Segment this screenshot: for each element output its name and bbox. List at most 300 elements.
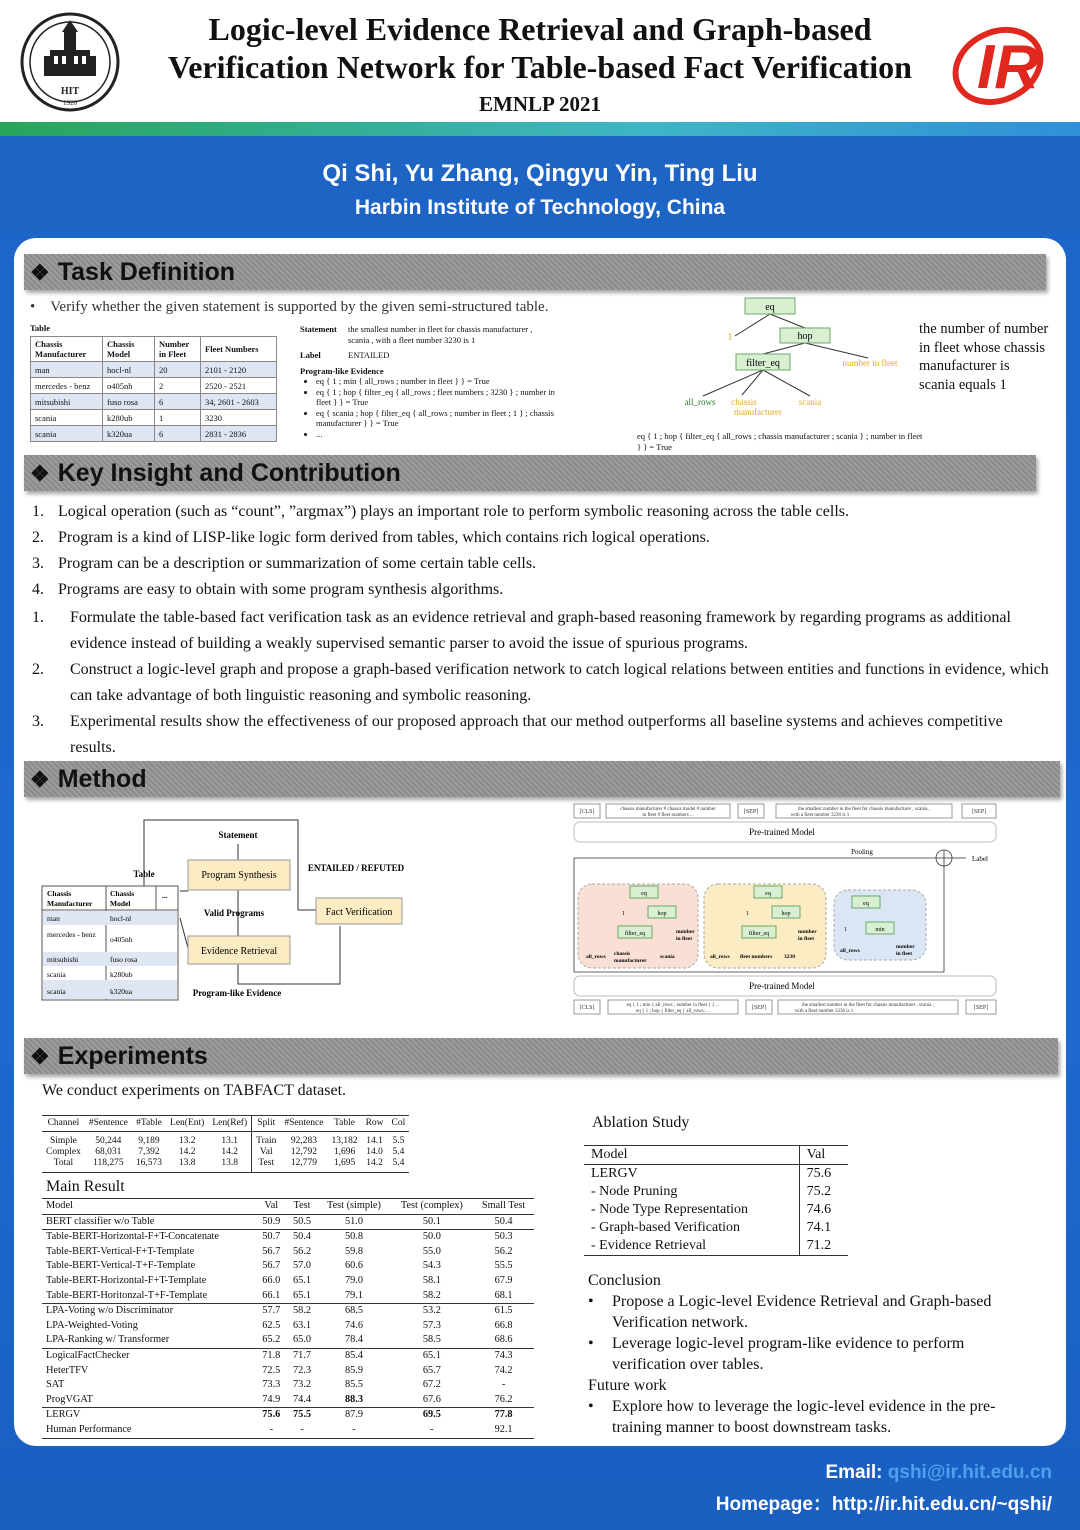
pipeline-diagram <box>40 818 420 1008</box>
table-cell: 5.4 <box>392 1158 405 1168</box>
list-item: • Explore how to leverage the logic-level evidence in the pre-training manner to boost downstream tasks. <box>588 1396 1028 1438</box>
table-cell: 14.2 <box>208 1147 251 1158</box>
table-cell: 66.8 <box>494 1319 513 1331</box>
mini-table-text: Manufacturer <box>47 899 93 908</box>
token-text: [SEP] <box>973 1005 989 1011</box>
table-cell: 14.2 <box>178 1147 196 1157</box>
table-cell: 63.1 <box>293 1319 312 1331</box>
table-cell: Table-BERT-Vertical-T+F-Template <box>46 1260 196 1272</box>
table-header: Split <box>257 1118 276 1128</box>
table-cell: - <box>317 1423 390 1438</box>
table-cell: HeterTFV <box>46 1364 89 1376</box>
table-cell: - Node Type Representation <box>591 1202 748 1217</box>
mini-table-text: Model <box>110 899 131 908</box>
table-cell: LPA-Ranking w/ Transformer <box>46 1334 170 1346</box>
table-cell: 74.2 <box>494 1364 513 1376</box>
conclusion-title: Conclusion <box>588 1272 661 1289</box>
table-cell: 58.2 <box>422 1289 441 1301</box>
table-cell: 74.3 <box>473 1348 534 1363</box>
table-row <box>42 1333 534 1348</box>
main-result-body <box>42 1214 534 1438</box>
table-header: Model <box>591 1147 628 1162</box>
venue: EMNLP 2021 <box>479 92 601 116</box>
token-text: with a fleet number 3230 is 1 <box>790 813 850 818</box>
tree-text: eq <box>765 302 775 313</box>
table-cell: 3230 <box>201 410 277 426</box>
table-header: Row <box>365 1118 384 1128</box>
mini-table-text: fuso rosa <box>110 955 138 964</box>
table-cell: 76.2 <box>494 1393 513 1405</box>
table-row <box>42 1274 534 1289</box>
table-cell: k280ub <box>103 410 155 426</box>
section-title: Method <box>57 765 147 793</box>
table-cell: 67.2 <box>422 1379 441 1391</box>
tree-text: all_rows <box>684 397 716 407</box>
dataset-stats-table <box>42 1115 409 1173</box>
diagram-text: Fact Verification <box>325 907 393 918</box>
tree-text: manufacturer <box>734 407 782 417</box>
table-header: Chassis Manufacturer <box>31 337 103 362</box>
table-cell: 57.0 <box>293 1260 312 1272</box>
table-cell: 2101 - 2120 <box>201 362 277 378</box>
title-line-2: Verification Network for Table-based Fact Verification <box>168 49 912 85</box>
table-cell: Table-BERT-Horizontal-F+T-Template <box>46 1274 207 1286</box>
graph-text: filter_eq <box>624 931 646 937</box>
example-table <box>30 323 277 442</box>
list-item: 2. Program is a kind of LISP-like logic form derived from tables, which contains rich logical operations. <box>32 529 710 546</box>
mini-table-text: mitsubishi <box>47 955 79 964</box>
table-header: Val <box>799 1146 848 1165</box>
table-cell: 50.3 <box>473 1230 534 1245</box>
graph-text: hop <box>657 911 667 917</box>
table-cell: 88.3 <box>344 1393 363 1405</box>
mini-table-text: scania <box>47 970 66 979</box>
experiments-intro: We conduct experiments on TABFACT dataset. <box>42 1082 347 1099</box>
email-label: Email: <box>825 1462 888 1483</box>
table-header: Col <box>391 1118 406 1128</box>
table-cell: - <box>287 1423 318 1438</box>
table-cell: LERGV <box>591 1166 638 1181</box>
evidence-item: • eq { 1 ; min { all_rows ; number in fleet } } = True <box>316 376 560 387</box>
table-cell: 6 <box>155 394 201 410</box>
poster-header <box>0 0 1080 122</box>
mini-table-text: k320ua <box>110 987 133 996</box>
table-cell: Human Performance <box>42 1423 256 1438</box>
graph-text: 1 <box>844 927 847 933</box>
table-cell: Test <box>258 1158 275 1168</box>
table-cell: hocl-nl <box>103 362 155 378</box>
table-cell: 50,244 <box>95 1136 122 1146</box>
table-cell: 85.9 <box>344 1364 363 1376</box>
table-cell: mercedes - benz <box>31 378 103 394</box>
graph-text: all_rows <box>586 954 606 960</box>
mini-table-text: hocl-nl <box>110 914 132 923</box>
table-cell: 79.1 <box>344 1289 363 1301</box>
table-cell: 50.7 <box>256 1230 287 1245</box>
table-cell: 71.8 <box>256 1348 287 1363</box>
table-cell: 67.6 <box>422 1393 441 1405</box>
diagram-text: Program-like Evidence <box>192 988 282 998</box>
diagram-text: Valid Programs <box>203 908 265 918</box>
table-row <box>42 1259 534 1274</box>
table-row <box>42 1319 534 1334</box>
list-item: 1. Logical operation (such as “count”, ”argmax”) plays an important role to perform symbolic reasoning across the table cells. <box>32 503 849 520</box>
table-cell: 12,792 <box>290 1147 317 1157</box>
table-cell: 51.0 <box>344 1215 363 1227</box>
graph-text: chassis <box>614 951 631 957</box>
authors: Qi Shi, Yu Zhang, Qingyu Yin, Ting Liu <box>322 160 758 187</box>
table-cell: 50.4 <box>494 1215 513 1227</box>
table-cell: 92,283 <box>290 1136 317 1146</box>
evidence-key: Program-like Evidence <box>300 365 384 376</box>
table-cell: 65.2 <box>262 1334 281 1346</box>
table-cell: Complex <box>46 1147 81 1157</box>
section-title: Key Insight and Contribution <box>57 459 401 487</box>
table-cell: Train <box>256 1136 277 1146</box>
table-header: #Sentence <box>284 1118 324 1128</box>
table-header: Table <box>334 1118 355 1128</box>
email-link[interactable]: qshi@ir.hit.edu.cn <box>887 1462 1052 1483</box>
table-cell: LPA-Weighted-Voting <box>46 1319 138 1331</box>
list-item: 3. Experimental results show the effectiveness of our proposed approach that our method outperforms all baseline systems and achieves competitive results. <box>32 713 1003 756</box>
table-cell: fuso rosa <box>103 394 155 410</box>
token-text: [CLS] <box>579 1005 595 1011</box>
diagram-text: Table <box>133 869 155 879</box>
mini-table-text: Chassis <box>47 889 72 898</box>
graph-text: hop <box>781 911 791 917</box>
section-task-definition <box>24 254 1046 290</box>
table-cell: 74.1 <box>799 1219 848 1237</box>
mini-table-text: man <box>47 914 60 923</box>
section-title: Experiments <box>57 1042 208 1070</box>
table-cell: 87.9 <box>317 1408 390 1423</box>
table-cell: 65.1 <box>293 1274 312 1286</box>
table-cell: Simple <box>49 1136 77 1146</box>
table-header: Test <box>287 1199 318 1215</box>
tree-text: number in fleet <box>842 358 898 368</box>
table-cell: 68.5 <box>317 1304 390 1319</box>
table-cell: 67.9 <box>494 1274 513 1286</box>
table-header: Model <box>42 1199 256 1215</box>
statement-value: the smallest number in fleet for chassis manufacturer , scania , with a fleet number 3230 is 1 <box>348 324 533 345</box>
table-cell: 74.6 <box>344 1319 363 1331</box>
table-row <box>42 1289 534 1304</box>
token-text: the smallest number in the fleet for chassis manufacturer , scania , <box>797 807 931 812</box>
table-cell: 65.7 <box>422 1364 441 1376</box>
example-table-grid <box>30 336 277 442</box>
graph-text: scania <box>660 954 675 960</box>
table-cell: 59.8 <box>344 1245 363 1257</box>
table-cell: 1 <box>155 410 201 426</box>
evidence-item: • ... <box>316 429 560 440</box>
diagram-text: Pre-trained Model <box>749 981 815 991</box>
table-cell: 14.0 <box>366 1147 383 1157</box>
list-item: 1. Formulate the table-based fact verification task as an evidence retrieval and graph-based reasoning framework by regarding programs as additional evidence instead of building a weakly supervised semantic parser to avoid the issue of spurious programs. <box>32 609 1011 652</box>
diamond-bullet-icon: ❖ <box>30 1044 50 1069</box>
graph-text: eq <box>641 891 647 897</box>
tree-formula: eq { 1 ; hop { filter_eq { all_rows ; chassis manufacturer ; scania } ; number in fleet } } = True <box>637 431 923 452</box>
table-cell: 73.2 <box>293 1379 312 1391</box>
graph-text: number <box>798 929 817 935</box>
mini-table-text: mercedes - benz <box>47 930 96 939</box>
table-cell: 75.5 <box>287 1408 318 1423</box>
table-cell: o405nh <box>103 378 155 394</box>
table-cell: 65.1 <box>293 1289 312 1301</box>
table-cell: 56.7 <box>262 1260 281 1272</box>
table-cell: 69.5 <box>391 1408 474 1423</box>
main-result-label: Main Result <box>46 1178 125 1195</box>
table-cell: 78.4 <box>344 1334 363 1346</box>
token-text: [CLS] <box>579 809 595 815</box>
table-cell: 85.4 <box>317 1348 390 1363</box>
table-cell: 58.2 <box>287 1304 318 1319</box>
insights-list <box>32 499 1062 603</box>
table-cell: 16,573 <box>135 1158 163 1168</box>
table-cell: 1,696 <box>333 1147 356 1157</box>
list-item: • Propose a Logic-level Evidence Retrieval and Graph-based Verification network. <box>588 1291 1028 1333</box>
table-cell: 85.5 <box>344 1379 363 1391</box>
label-key: Label <box>300 350 321 360</box>
graph-text: in fleet <box>798 936 815 942</box>
table-cell: - <box>391 1423 474 1438</box>
table-cell: 72.3 <box>293 1364 312 1376</box>
list-item: • Leverage logic-level program-like evidence to perform verification over tables. <box>588 1333 1028 1375</box>
table-cell: 2 <box>155 378 201 394</box>
list-item: 3. Program can be a description or summarization of some certain table cells. <box>32 555 537 572</box>
list-item: 4. Programs are easy to obtain with some program synthesis algorithms. <box>32 581 504 598</box>
table-cell: 68.1 <box>494 1289 513 1301</box>
table-cell: - <box>256 1423 287 1438</box>
tree-text: 1 <box>727 332 733 343</box>
diagram-text: Pooling <box>851 848 873 856</box>
table-cell: 50.5 <box>293 1215 312 1227</box>
graph-text: number <box>676 929 695 935</box>
graph-text: number <box>896 944 915 950</box>
section-experiments <box>24 1038 1058 1074</box>
token-text: [SEP] <box>971 809 987 815</box>
table-header: Len(Ent) <box>170 1118 205 1128</box>
table-cell: 20 <box>155 362 201 378</box>
tree-text: hop <box>797 331 813 342</box>
homepage-label: Homepage： <box>715 1494 832 1515</box>
diamond-bullet-icon: ❖ <box>30 461 50 486</box>
label-value: ENTAILED <box>348 350 390 360</box>
table-cell: 79.0 <box>344 1274 363 1286</box>
table-cell: 13.2 <box>178 1136 196 1146</box>
graph-text: min <box>875 927 885 933</box>
table-cell: 77.8 <box>473 1408 534 1423</box>
table-cell: 13.1 <box>208 1132 251 1148</box>
table-cell: 5.4 <box>392 1147 405 1157</box>
token-text: chassis manufacturer # chassis model # number <box>620 807 716 812</box>
table-row <box>42 1364 534 1379</box>
table-cell: Val <box>259 1147 273 1157</box>
table-cell: - <box>501 1379 506 1391</box>
future-title: Future work <box>588 1377 667 1394</box>
table-cell: 56.2 <box>293 1245 312 1257</box>
program-tree-diagram <box>630 292 920 452</box>
table-cell: 14.1 <box>366 1136 383 1146</box>
table-cell: 58.5 <box>422 1334 441 1346</box>
table-row <box>42 1245 534 1260</box>
table-row <box>42 1423 534 1438</box>
table-cell: 58.1 <box>422 1274 441 1286</box>
graph-text: all_rows <box>840 948 860 954</box>
ablation-label: Ablation Study <box>592 1114 690 1131</box>
table-cell: 75.2 <box>799 1183 848 1201</box>
hit-logo-text: HIT <box>60 86 80 97</box>
table-cell: LERGV <box>42 1408 256 1423</box>
ir-logo <box>946 18 1066 106</box>
table-row <box>42 1378 534 1393</box>
tree-text: chassis <box>731 397 757 407</box>
table-cell: Total <box>53 1158 74 1168</box>
table-cell: scania <box>31 426 103 442</box>
evidence-item: • eq { 1 ; hop { filter_eq { all_rows ; fleet numbers ; 3230 } ; number in fleet } } = True <box>316 387 560 408</box>
table-row <box>42 1393 534 1408</box>
verification-network-diagram <box>570 800 1002 1022</box>
table-header: Small Test <box>473 1199 534 1215</box>
affiliation: Harbin Institute of Technology, China <box>354 196 726 219</box>
table-cell: 118,275 <box>93 1158 124 1168</box>
table-row <box>42 1304 534 1319</box>
main-result-table <box>42 1198 534 1439</box>
table-cell: Table-BERT-Horizontal-F+T-Concatenate <box>42 1230 256 1245</box>
table-cell: 57.7 <box>256 1304 287 1319</box>
mini-table-text: Chassis <box>110 889 135 898</box>
graph-text: in fleet <box>896 951 913 957</box>
table-cell: 14.2 <box>366 1158 383 1168</box>
email-line <box>825 1462 1052 1484</box>
table-cell: 13.8 <box>208 1158 251 1173</box>
table-cell: 5.5 <box>392 1136 405 1146</box>
mini-table-text: o405nh <box>110 935 133 944</box>
table-cell: 65.1 <box>391 1348 474 1363</box>
table-cell: ProgVGAT <box>46 1393 93 1405</box>
table-header: Channel <box>47 1118 80 1128</box>
evidence-item: • eq { scania ; hop { filter_eq { all_rows ; number in fleet ; 1 } ; chassis manufacturer } } = True <box>316 408 560 429</box>
table-cell: 56.2 <box>494 1245 513 1257</box>
table-cell: man <box>31 362 103 378</box>
graph-text: 1 <box>746 911 749 917</box>
table-cell: 1,695 <box>333 1158 356 1168</box>
table-cell: 6 <box>155 426 201 442</box>
table-cell: 50.9 <box>262 1215 281 1227</box>
diagram-text: Evidence Retrieval <box>200 946 278 957</box>
table-cell: LogicalFactChecker <box>42 1348 256 1363</box>
list-item: 2. Construct a logic-level graph and propose a graph-based verification network to catch logical relations between entities and functions in evidence, which can take advantage of both linguistic reasoning and symbolic reasoning. <box>32 661 1049 704</box>
table-cell: 50.1 <box>422 1215 441 1227</box>
table-header: #Sentence <box>88 1118 128 1128</box>
table-cell: LPA-Voting w/o Discriminator <box>42 1304 256 1319</box>
table-cell: 50.4 <box>287 1230 318 1245</box>
table-cell: 55.0 <box>422 1245 441 1257</box>
table-header: #Table <box>136 1118 162 1128</box>
diagram-text: Label <box>972 855 988 863</box>
graph-text: filter_eq <box>748 931 770 937</box>
table-header: Chassis Model <box>103 337 155 362</box>
ablation-table <box>584 1145 848 1256</box>
table-cell: 62.5 <box>262 1319 281 1331</box>
tree-caption: the number of number in fleet whose chassis manufacturer is scania equals 1 <box>919 321 1049 393</box>
table-cell: 74.6 <box>799 1201 848 1219</box>
tree-text: scania <box>798 397 822 407</box>
homepage-link[interactable]: http://ir.hit.edu.cn/~qshi/ <box>831 1494 1052 1515</box>
table-label: Table <box>30 323 51 333</box>
table-cell: 13,182 <box>331 1136 358 1146</box>
graph-text: manufacturer <box>614 958 647 964</box>
table-header: Val <box>256 1199 287 1215</box>
table-cell: 66.0 <box>262 1274 281 1286</box>
token-text: [SEP] <box>751 1005 767 1011</box>
diamond-bullet-icon: ❖ <box>30 260 50 285</box>
table-cell: 9,189 <box>138 1136 160 1146</box>
section-method <box>24 761 1060 797</box>
table-cell: 53.2 <box>391 1304 474 1319</box>
table-cell: 66.1 <box>262 1289 281 1301</box>
table-cell: k320ua <box>103 426 155 442</box>
token-text: with a fleet number 3230 is 1 <box>794 1009 854 1014</box>
table-cell: 7,392 <box>138 1147 160 1157</box>
statement-key: Statement <box>300 324 337 334</box>
table-header: Len(Ref) <box>208 1116 251 1132</box>
task-bullet: • Verify whether the given statement is supported by the given semi-structured table. <box>30 299 549 315</box>
table-header: Fleet Numbers <box>201 337 277 362</box>
tree-text: filter_eq <box>746 358 780 369</box>
diagram-text: Statement <box>218 830 258 840</box>
diagram-text: Program Synthesis <box>201 870 277 881</box>
table-cell: 54.3 <box>422 1260 441 1272</box>
table-cell: 92.1 <box>473 1423 534 1438</box>
table-cell: scania <box>31 410 103 426</box>
conclusion-block <box>588 1270 1028 1438</box>
table-cell: 74.4 <box>293 1393 312 1405</box>
table-cell: 34, 2601 - 2603 <box>201 394 277 410</box>
graph-text: 3230 <box>784 954 795 960</box>
task-bullet-text: Verify whether the given statement is supported by the given semi-structured table. <box>50 299 549 315</box>
table-header: Test (complex) <box>391 1199 474 1215</box>
table-header: Test (simple) <box>317 1199 390 1215</box>
table-cell: BERT classifier w/o Table <box>46 1215 155 1227</box>
token-text: [SEP] <box>743 809 759 815</box>
table-row <box>42 1230 534 1245</box>
token-text: eq { 1 ; min { all_rows ; number in fleet } } ... <box>626 1003 720 1008</box>
graph-text: all_rows <box>710 954 730 960</box>
graph-text: eq <box>765 891 771 897</box>
table-cell: 68,031 <box>95 1147 122 1157</box>
graph-text: eq <box>863 901 869 907</box>
table-cell: mitsubishi <box>31 394 103 410</box>
section-key-insight <box>24 455 1036 491</box>
contributions-list <box>32 605 1052 761</box>
diagram-text: ENTAILED / REFUTED <box>307 863 405 873</box>
table-cell: 75.6 <box>256 1408 287 1423</box>
graph-text: in fleet <box>676 936 693 942</box>
section-title: Task Definition <box>57 258 236 286</box>
table-cell: 73.3 <box>262 1379 281 1391</box>
table-cell: 72.5 <box>262 1364 281 1376</box>
table-cell: 50.8 <box>317 1230 390 1245</box>
table-cell: 50.0 <box>391 1230 474 1245</box>
table-cell: 74.9 <box>262 1393 281 1405</box>
table-cell: - Evidence Retrieval <box>591 1238 707 1253</box>
table-cell: Table-BERT-Horitonzal-T+F-Template <box>46 1289 208 1301</box>
table-cell: - Graph-based Verification <box>591 1220 741 1235</box>
title-line-1: Logic-level Evidence Retrieval and Graph-based <box>208 11 872 47</box>
table-cell: - Node Pruning <box>591 1184 678 1199</box>
mini-table-text: k280ub <box>110 970 133 979</box>
table-cell: 68.6 <box>494 1334 513 1346</box>
